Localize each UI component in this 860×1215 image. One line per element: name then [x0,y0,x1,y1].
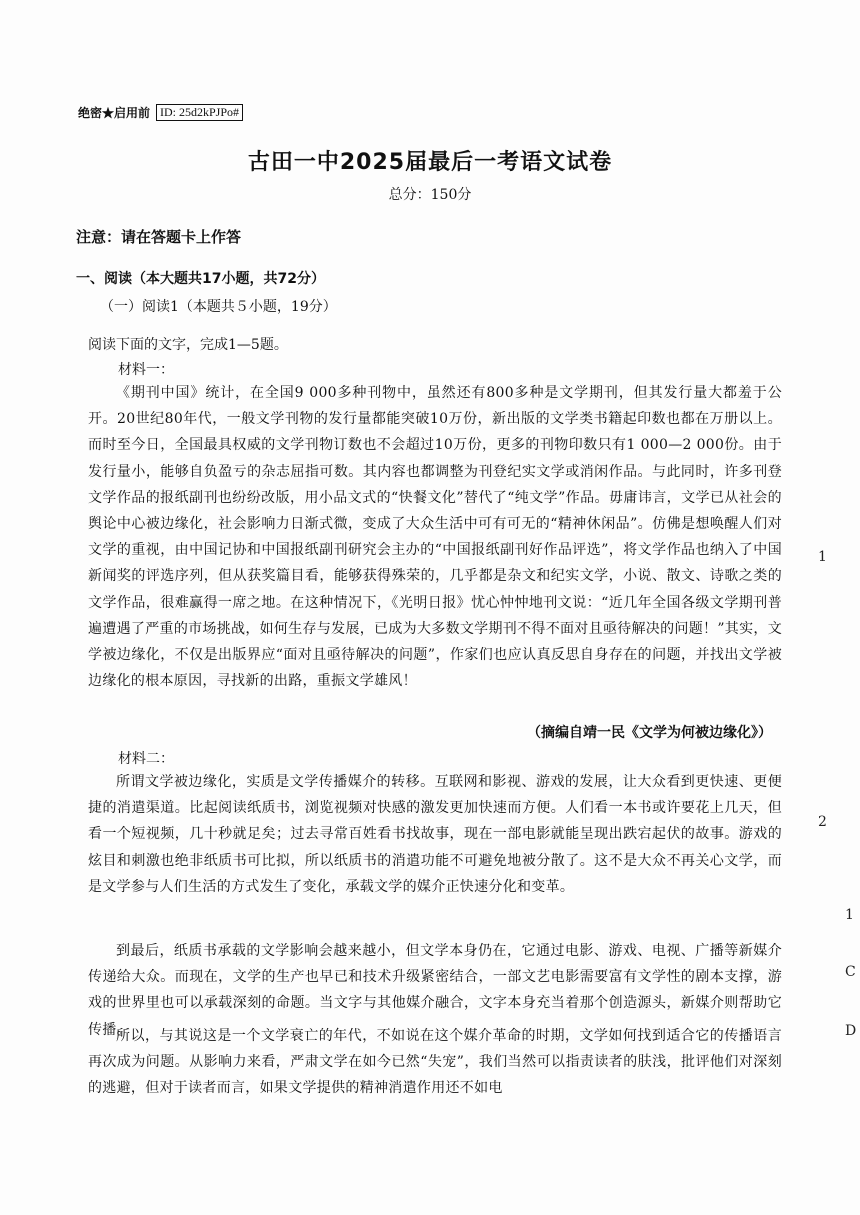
material-1-source: （摘编自靖一民《文学为何被边缘化》） [527,725,772,741]
material-2-paragraph-3: 所以，与其说这是一个文学衰亡的年代，不如说在这个媒介革命的时期，文学如何找到适合它的传播语言再次成为问题。从影响力来看，严肃文学在如今已然“失宠”，我们当然可以指责读者的肤浅，批评他们对深刻的逃避，但对于读者而言，如果文学提供的精神消遣作用还不如电 [88,1028,782,1097]
confidential-header [78,104,243,121]
exam-title: 古田一中2025届最后一考语文试卷 [247,150,613,175]
material-1-text: 《期刊中国》统计，在全国9 000多种刊物中，虽然还有800多种是文学期刊，但其发行量大都羞于公开。20世纪80年代，一般文学刊物的发行量都能突破10万份，新出版的文学类书籍起印数也都在万册以上。而时至今日，全国最具权威的文学刊物订数也不会超过10万份，更多的刊物印数只有1 000—2 000份。由于发行量小，能够自负盈亏的杂志屈指可数。其内容也都调整为刊登纪实文学或消闲作品。与此同时，许多刊登文学作品的报纸副刊也纷纷改版，用小品文式的“快餐文化”替代了“纯文学”作品。毋庸讳言，文学已从社会的舆论中心被边缘化，社会影响力日渐式微，变成了大众生活中可有可无的“精神休闲品”。仿佛是想唤醒人们对文学的重视，由中国记协和中国报纸副刊研究会主办的“中国报纸副刊好作品评选”，将文学作品也纳入了中国新闻奖的评选序列，但从获奖篇目看，能够获得殊荣的，几乎都是杂文和纪实文学，小说、散文、诗歌之类的文学作品，很难赢得一席之地。在这种情况下，《光明日报》忧心忡忡地刊文说：“近几年全国各级文学期刊普遍遭遇了严重的市场挑战，如何生存与发展，已成为大多数文学期刊不得不面对且亟待解决的问题！”其实，文学被边缘化，不仅是出版界应“面对且亟待解决的问题”，作家们也应认真反思自身存在的问题，并找出文学被边缘化的根本原因，寻找新的出路，重振文学雄风！ [88,385,782,690]
exam-id-box: ID: 25d2kPJPo# [156,104,243,121]
margin-mark: D [845,1023,857,1039]
subsection-heading: （一）阅读1（本题共５小题，19分） [100,299,337,315]
answer-note: 注意：请在答题卡上作答 [76,228,242,246]
material-2-paragraph-2: 到最后，纸质书承载的文学影响会越来越小，但文学本身仍在，它通过电影、游戏、电视、广播等新媒介传递给大众。而现在，文学的生产也早已和技术升级紧密结合，一部文艺电影需要富有文学性的剧本支撑，游戏的世界里也可以承载深刻的命题。当文字与其他媒介融合，文字本身充当着那个创造源头，新媒介则帮助它传播。 [88,943,782,1038]
reading-instruction: 阅读下面的文字，完成1—5题。 [88,337,288,353]
margin-mark: 1 [818,549,827,565]
margin-mark: C [845,964,856,980]
section-heading: 一、阅读（本大题共17小题，共72分） [76,271,325,287]
secret-label: 绝密★启用前 [78,106,151,120]
material-2-paragraph-1: 所谓文学被边缘化，实质是文学传播媒介的转移。互联网和影视、游戏的发展，让大众看到更快速、更便捷的消遣渠道。比起阅读纸质书，浏览视频对快感的激发更加快速而方便。人们看一本书或许要花上几天，但看一个短视频，几十秒就足矣；过去寻常百姓看书找故事，现在一部电影就能呈现出跌宕起伏的故事。游戏的炫目和刺激也绝非纸质书可比拟，所以纸质书的消遣功能不可避免地被分散了。这不是大众不再关心文学，而是文学参与人们生活的方式发生了变化，承载文学的媒介正快速分化和变革。 [88,774,782,895]
material-2-label: 材料二： [118,751,174,767]
total-score: 总分：150分 [388,187,472,203]
margin-mark: 1 [845,907,854,923]
margin-mark: 2 [818,814,827,830]
material-1-label: 材料一： [118,362,174,378]
